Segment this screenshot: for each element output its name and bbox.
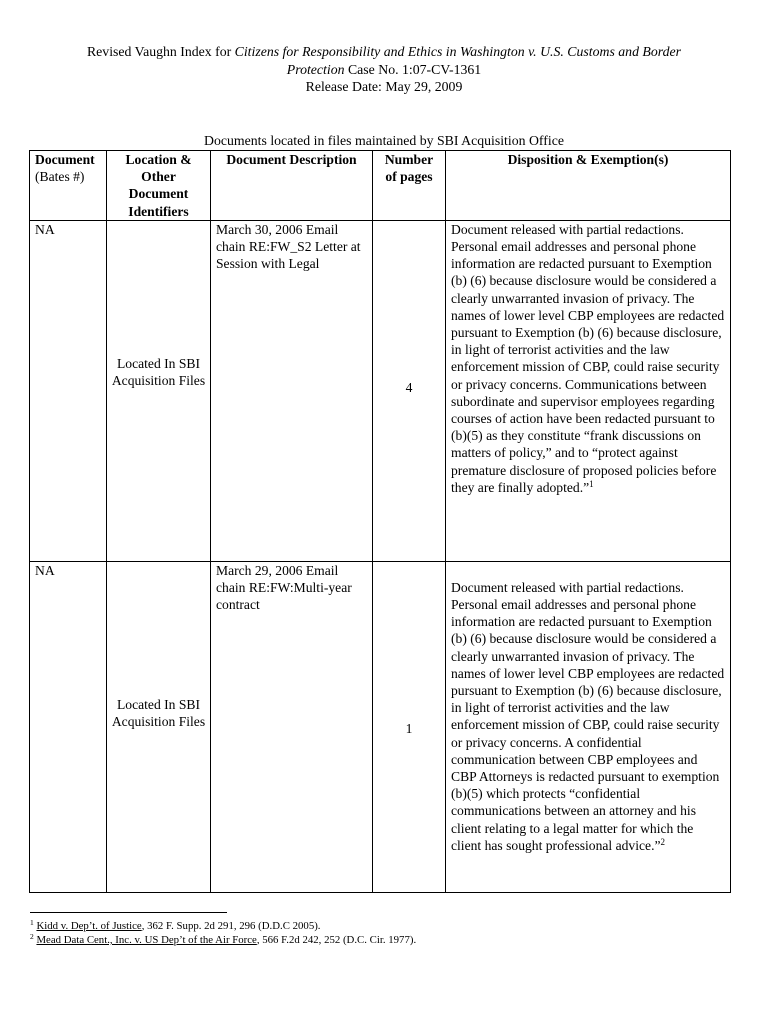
cell-location [107,561,211,892]
footnote-divider [30,912,227,913]
footnote-citation: , 362 F. Supp. 2d 291, 296 (D.D.C 2005). [141,920,321,932]
disposition-text-wrap [451,221,725,496]
column-header-document [30,151,107,221]
footnote-citation: , 566 F.2d 242, 252 (D.C. Cir. 1977). [256,934,417,946]
cell-description: March 29, 2006 Email chain RE:FW:Multi-year contract [211,561,373,892]
pages-value: 4 [405,379,413,395]
cell-description: March 30, 2006 Email chain RE:FW_S2 Letter at Session with Legal [211,220,373,561]
table-row [30,561,731,892]
cell-disposition [446,561,731,892]
footnote-ref: 2 [660,836,666,847]
cell-disposition [446,220,731,561]
column-header-pages: Number of pages [373,151,446,221]
disposition-text: Document released with partial redactions. Personal email addresses and personal phone information are redacted pursuant to Exemption (b) (6) because disclosure would be considered a clearly unwarranted invasion of privacy. The names of lower level CBP employees are redacted pursuant to Exemption (b) (6) because disclosure, in light of terrorist activities and the law enforcement mission of CBP, could raise security or privacy concerns. Communications between subordinate and supervisor employees regarding courses of action have been redacted pursuant to (b)(5) as they constitute “frank discussions on matters of policy,” and to “protect against premature disclosure of proposed policies before they are finally adopted.” [451,221,725,495]
header-prefix: Revised Vaughn Index for [86,44,235,59]
location-text: Located In SBI Acquisition Files [111,696,206,730]
table-row [30,220,731,561]
footnote-ref: 1 [589,478,594,489]
column-header-description: Document Description [211,151,373,221]
disposition-text-wrap [451,562,725,854]
cell-document: NA [30,561,107,892]
location-text: Located In SBI Acquisition Files [111,355,206,389]
release-date: Release Date: May 29, 2009 [305,79,463,95]
header-title-line [30,43,738,61]
header-case-line [30,61,738,79]
footnote [30,919,730,933]
footnote-case-name: Kidd v. Dep’t. of Justice [36,920,142,932]
cell-document: NA [30,220,107,561]
cell-pages [373,561,446,892]
document-header [30,43,738,96]
footnote-number: 2 [30,932,34,941]
table-header-row [30,151,731,221]
case-name: Citizens for Responsibility and Ethics in Washington v. U.S. Customs and Border [234,44,681,59]
cell-pages [373,220,446,561]
footnote-number: 1 [30,918,34,927]
cell-location [107,220,211,561]
disposition-text: Document released with partial redactions. Personal email addresses and personal phone information are redacted pursuant to Exemption (b) (6) because disclosure would be considered a clearly unwarranted invasion of privacy. The names of lower level CBP employees are redacted pursuant to Exemption (b) (6) because disclosure, in light of terrorist activities and the law enforcement mission of CBP, could raise security or privacy concerns. A confidential communication between CBP employees and CBP Attorneys is redacted pursuant to exemption (b)(5) which protects “confidential communications between an attorney and his client relating to a legal matter for which the client has sought professional advice.” [451,579,725,853]
case-number: Case No. 1:07-CV-1361 [344,61,482,77]
footnote [30,933,730,947]
case-name-continued: Protection [286,61,345,77]
column-header-document-sub: (Bates #) [35,169,85,185]
pages-value: 1 [405,720,413,736]
footnotes [30,919,730,947]
vaughn-index-table [29,150,731,893]
column-header-disposition: Disposition & Exemption(s) [446,151,731,221]
footnote-case-name: Mead Data Cent., Inc. v. US Dep’t of the Air Force [36,934,257,946]
column-header-location: Location & Other Document Identifiers [107,151,211,221]
column-header-document-label: Document [35,152,95,167]
table-caption: Documents located in files maintained by SBI Acquisition Office [204,133,564,148]
